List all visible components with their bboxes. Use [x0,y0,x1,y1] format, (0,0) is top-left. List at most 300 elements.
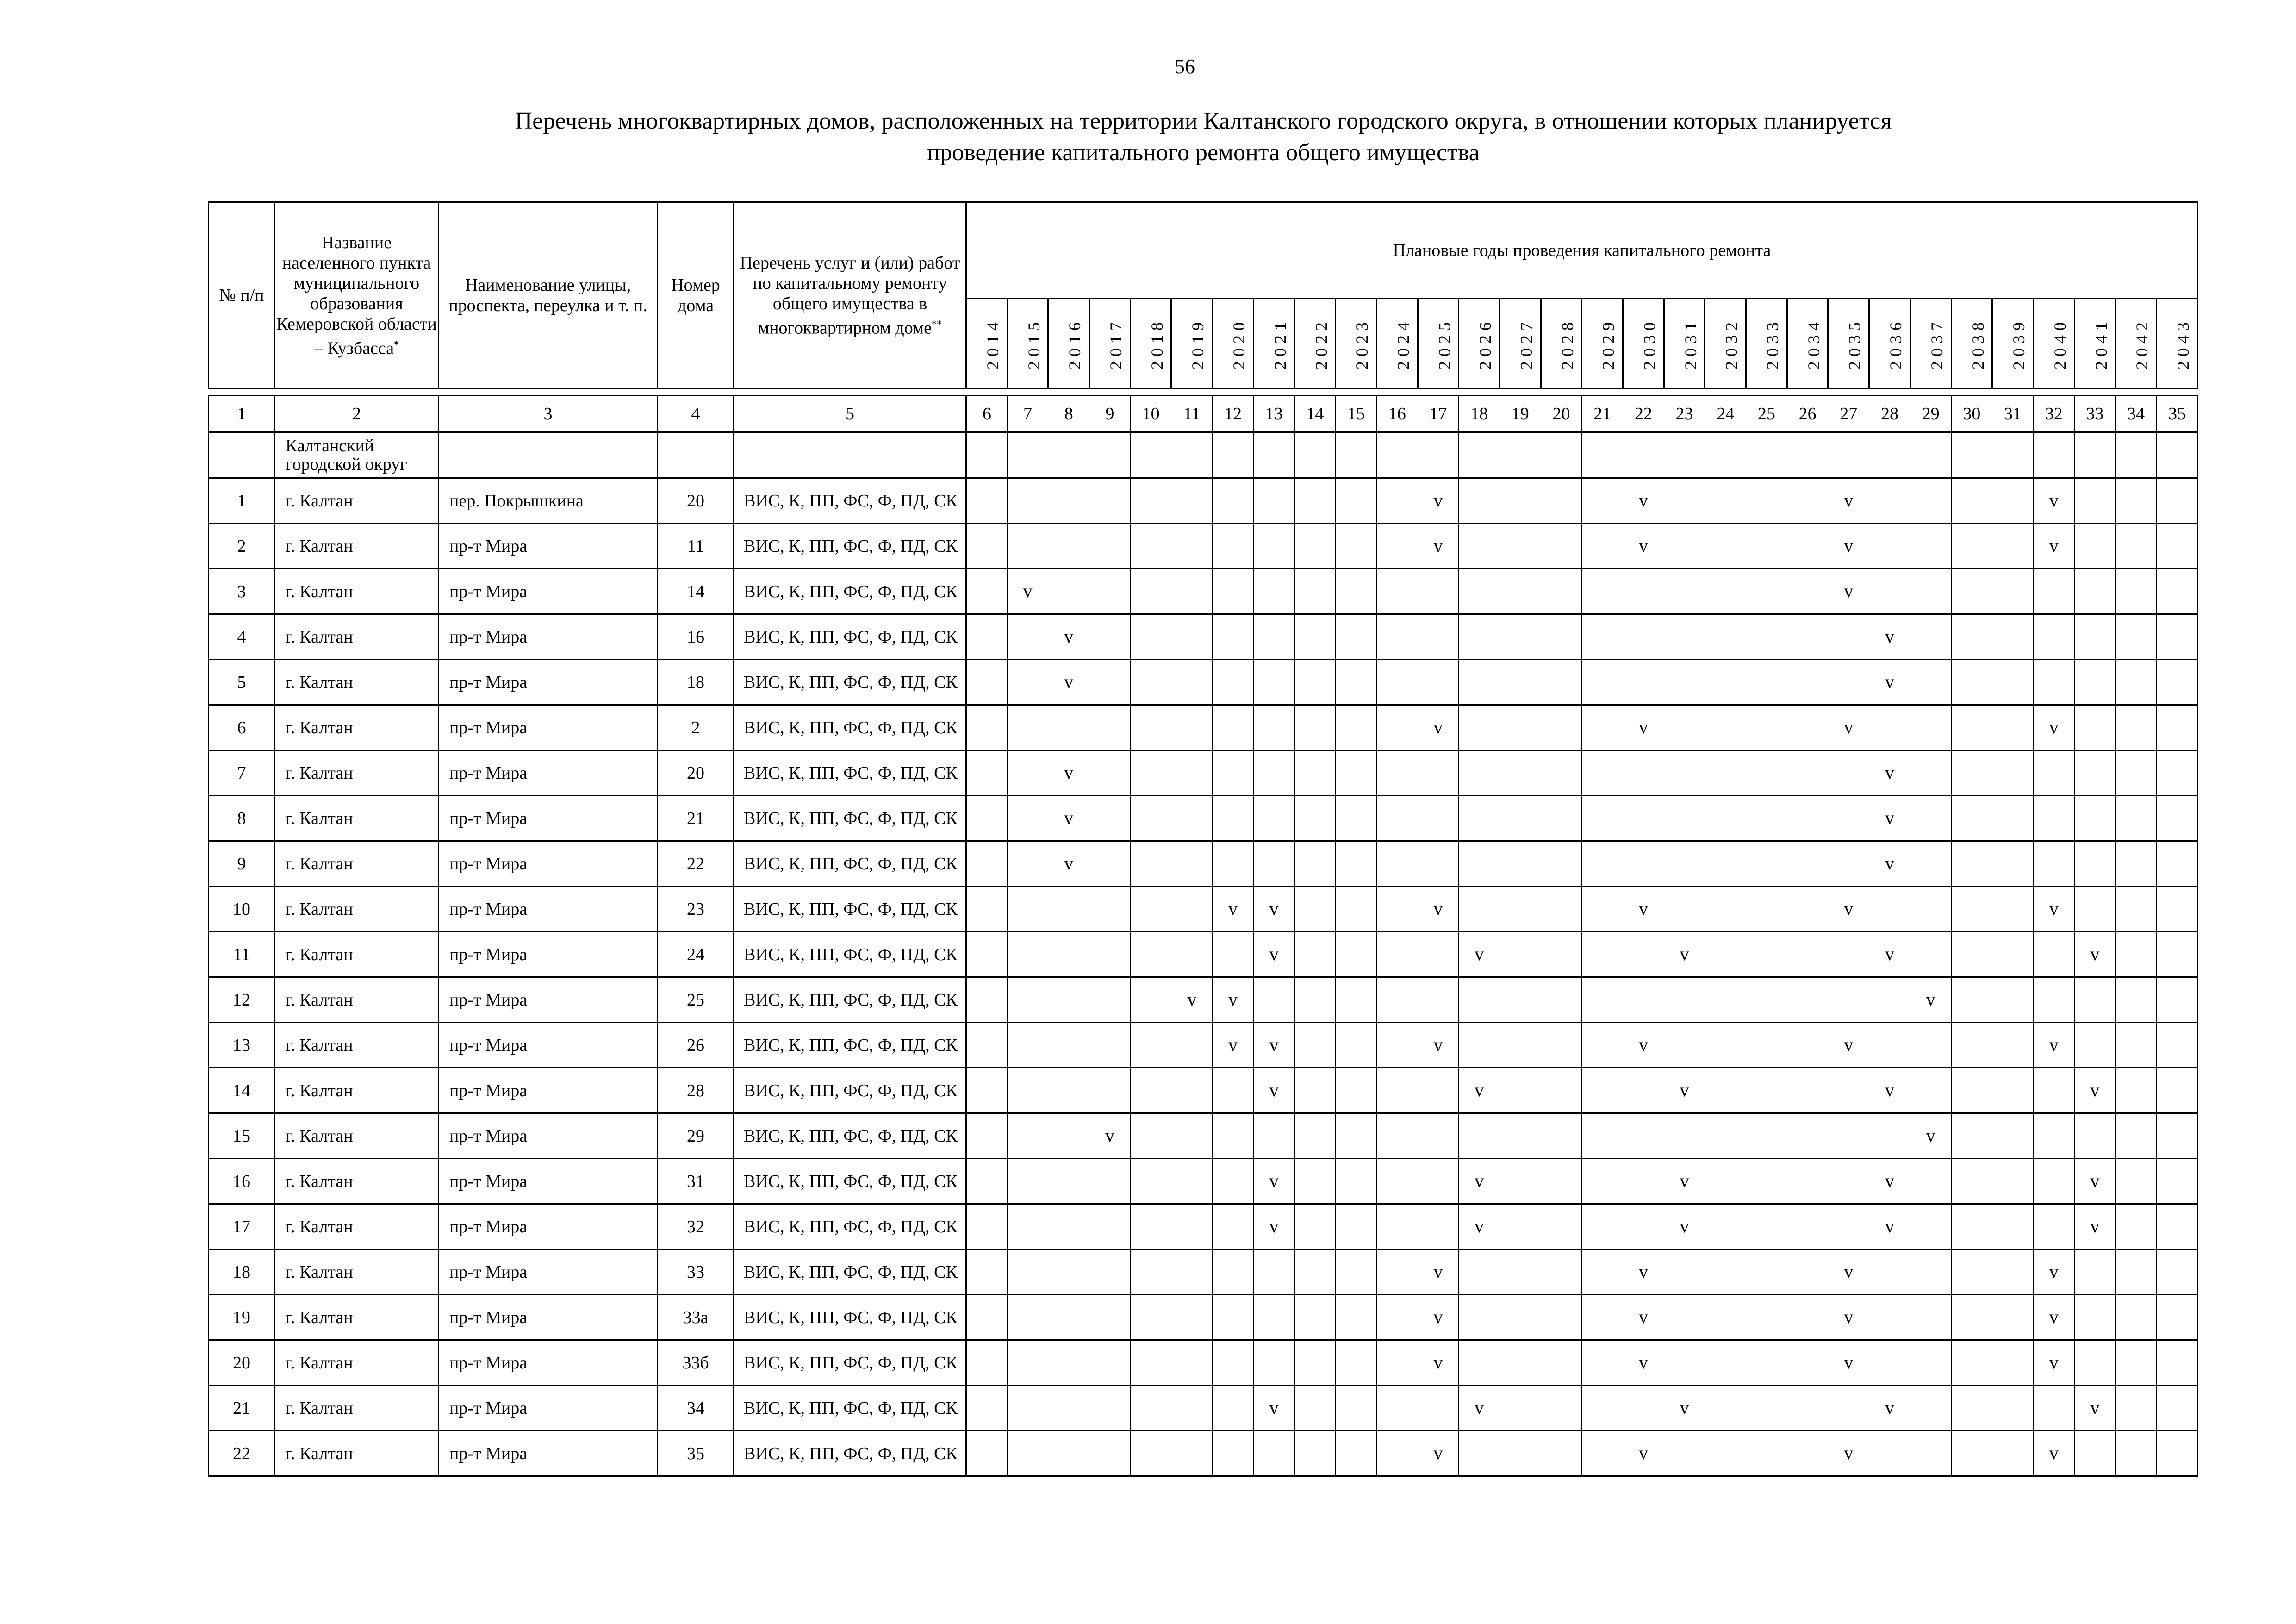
planned-year-mark [1869,660,1910,705]
empty-year-cell [1171,841,1213,887]
empty-year-cell [2156,887,2197,932]
empty-cell [1048,432,1089,478]
empty-year-cell [1500,614,1541,660]
empty-year-cell [1500,569,1541,614]
empty-year-cell [1910,750,1951,796]
empty-year-cell [1746,1159,1787,1204]
column-number: 18 [1459,396,1500,432]
empty-year-cell [1376,1386,1418,1431]
planned-year-mark [1007,569,1048,614]
empty-year-cell [1376,977,1418,1023]
empty-cell [2033,432,2074,478]
column-number: 22 [1623,396,1664,432]
empty-year-cell [1992,1159,2034,1204]
empty-year-cell [966,750,1008,796]
planned-year-mark [1869,1386,1910,1431]
check-mark-icon: v [1064,671,1074,692]
empty-year-cell [1705,932,1746,977]
empty-year-cell [1459,660,1500,705]
column-number: 2 [275,396,439,432]
check-mark-icon: v [1105,1125,1114,1146]
empty-year-cell [1500,1431,1541,1476]
empty-year-cell [1869,478,1910,524]
check-mark-icon: v [1680,1216,1689,1237]
empty-year-cell [2074,569,2116,614]
check-mark-icon: v [1269,1080,1279,1100]
header-works-text: Перечень услуг и (или) работ по капитальному ремонту общего имущества в многоквартирном доме [740,253,960,338]
column-number: 35 [2156,396,2197,432]
empty-year-cell [2156,1113,2197,1159]
empty-year-cell [1787,796,1828,841]
empty-year-cell [1336,1023,1377,1068]
empty-year-cell [1582,1159,1623,1204]
empty-year-cell [1048,1431,1089,1476]
works-cell: ВИС, К, ПП, ФС, Ф, ПД, СК [734,614,966,660]
empty-cell [1294,432,1336,478]
check-mark-icon: v [1475,1397,1484,1418]
street-cell: пр-т Мира [439,1386,658,1431]
empty-year-cell [1541,1159,1582,1204]
check-mark-icon: v [1228,898,1238,919]
empty-year-cell [1705,796,1746,841]
empty-year-cell [1007,1113,1048,1159]
empty-year-cell [1007,750,1048,796]
empty-cell [1705,432,1746,478]
empty-year-cell [2156,660,2197,705]
empty-year-cell [1541,1295,1582,1340]
planned-year-mark [1213,1023,1254,1068]
empty-cell [1336,432,1377,478]
empty-year-cell [2116,660,2157,705]
empty-year-cell [2074,478,2116,524]
empty-year-cell [1253,1295,1294,1340]
empty-year-cell [1951,1295,1992,1340]
planned-year-mark [1828,1295,1869,1340]
house-number-cell: 24 [658,932,734,977]
settlement-cell: г. Калтан [275,1159,439,1204]
house-number-cell: 33б [658,1340,734,1386]
empty-year-cell [1951,569,1992,614]
works-cell: ВИС, К, ПП, ФС, Ф, ПД, СК [734,750,966,796]
year-header [1992,299,2034,389]
works-cell: ВИС, К, ПП, ФС, Ф, ПД, СК [734,1023,966,1068]
empty-year-cell [2156,796,2197,841]
empty-year-cell [1376,796,1418,841]
settlement-cell: г. Калтан [275,977,439,1023]
street-cell: пр-т Мира [439,1023,658,1068]
empty-year-cell [1089,660,1131,705]
empty-year-cell [1336,796,1377,841]
empty-year-cell [1623,1113,1664,1159]
empty-year-cell [1007,1023,1048,1068]
empty-year-cell [1213,1386,1254,1431]
check-mark-icon: v [2049,717,2059,737]
empty-year-cell [1992,1295,2034,1340]
empty-year-cell [1787,932,1828,977]
empty-year-cell [2156,524,2197,569]
check-mark-icon: v [1064,762,1074,783]
empty-year-cell [1376,1431,1418,1476]
year-header [2156,299,2197,389]
empty-year-cell [1089,524,1131,569]
empty-year-cell [2116,841,2157,887]
check-mark-icon: v [1638,1306,1648,1327]
empty-year-cell [2033,1386,2074,1431]
house-number-cell: 14 [658,569,734,614]
empty-year-cell [1171,1113,1213,1159]
empty-year-cell [1171,1340,1213,1386]
empty-year-cell [1418,1204,1459,1249]
house-number-cell: 35 [658,1431,734,1476]
empty-year-cell [2074,887,2116,932]
empty-cell [2116,432,2157,478]
empty-year-cell [2033,841,2074,887]
empty-year-cell [1213,478,1254,524]
table-row [209,1340,2198,1386]
empty-year-cell [1500,524,1541,569]
empty-year-cell [1418,841,1459,887]
column-number: 17 [1418,396,1459,432]
empty-year-cell [1007,1386,1048,1431]
empty-year-cell [1089,887,1131,932]
empty-year-cell [966,524,1008,569]
empty-year-cell [1951,1204,1992,1249]
year-header [1336,299,1377,389]
empty-year-cell [966,796,1008,841]
empty-year-cell [1910,1431,1951,1476]
empty-year-cell [1213,796,1254,841]
empty-year-cell [1048,1340,1089,1386]
empty-year-cell [1376,478,1418,524]
empty-year-cell [1828,1159,1869,1204]
check-mark-icon: v [1885,807,1894,828]
row-number: 1 [209,478,275,524]
empty-year-cell [1336,977,1377,1023]
planned-year-mark [1828,478,1869,524]
empty-year-cell [1664,1295,1705,1340]
empty-year-cell [1787,1113,1828,1159]
empty-year-cell [1951,750,1992,796]
street-cell: пр-т Мира [439,1340,658,1386]
column-number: 24 [1705,396,1746,432]
empty-year-cell [1459,1113,1500,1159]
check-mark-icon: v [1433,535,1443,556]
empty-cell [1500,432,1541,478]
check-mark-icon: v [1844,1034,1854,1055]
empty-year-cell [1623,977,1664,1023]
empty-year-cell [1828,660,1869,705]
empty-year-cell [1171,750,1213,796]
empty-year-cell [1294,660,1336,705]
planned-year-mark [1664,1159,1705,1204]
empty-year-cell [1705,1068,1746,1113]
planned-year-mark [1253,887,1294,932]
year-label: 2020 [1230,318,1249,369]
street-cell: пр-т Мира [439,887,658,932]
empty-year-cell [1130,524,1171,569]
table-row [209,1386,2198,1431]
check-mark-icon: v [2090,1170,2100,1191]
year-header [2074,299,2116,389]
check-mark-icon: v [1638,717,1648,737]
year-label: 2029 [1599,318,1618,369]
empty-year-cell [1376,569,1418,614]
empty-year-cell [1130,1159,1171,1204]
check-mark-icon: v [1844,1443,1854,1463]
empty-year-cell [2033,614,2074,660]
planned-year-mark [1623,478,1664,524]
empty-year-cell [1828,1386,1869,1431]
planned-year-mark [1253,1204,1294,1249]
year-header [1007,299,1048,389]
empty-year-cell [1213,1340,1254,1386]
check-mark-icon: v [2049,1306,2059,1327]
empty-year-cell [1541,1431,1582,1476]
empty-cell [1910,432,1951,478]
empty-year-cell [1171,1204,1213,1249]
planned-year-mark [1910,977,1951,1023]
empty-year-cell [1048,478,1089,524]
empty-year-cell [1828,1068,1869,1113]
empty-year-cell [1705,1340,1746,1386]
settlement-cell: г. Калтан [275,524,439,569]
empty-year-cell [1951,524,1992,569]
empty-year-cell [2156,841,2197,887]
empty-year-cell [1623,660,1664,705]
street-cell: пр-т Мира [439,660,658,705]
check-mark-icon: v [1475,1170,1484,1191]
check-mark-icon: v [1844,898,1854,919]
empty-year-cell [1541,887,1582,932]
table-row [209,1431,2198,1476]
check-mark-icon: v [2049,898,2059,919]
row-number: 20 [209,1340,275,1386]
empty-year-cell [1459,614,1500,660]
empty-year-cell [1294,1431,1336,1476]
year-label: 2018 [1147,318,1166,369]
planned-year-mark [1418,478,1459,524]
empty-year-cell [1089,1159,1131,1204]
empty-year-cell [2074,1431,2116,1476]
empty-year-cell [2074,1249,2116,1295]
empty-year-cell [1089,796,1131,841]
works-cell: ВИС, К, ПП, ФС, Ф, ПД, СК [734,796,966,841]
empty-year-cell [1992,660,2034,705]
empty-year-cell [1746,1295,1787,1340]
empty-year-cell [1171,1249,1213,1295]
empty-year-cell [1705,841,1746,887]
empty-year-cell [2116,1159,2157,1204]
empty-year-cell [1376,524,1418,569]
empty-year-cell [1992,1113,2034,1159]
empty-year-cell [1459,977,1500,1023]
empty-year-cell [1910,1386,1951,1431]
table-row [209,1204,2198,1249]
empty-year-cell [2033,1204,2074,1249]
empty-year-cell [2116,569,2157,614]
empty-year-cell [1582,977,1623,1023]
empty-year-cell [1130,1340,1171,1386]
empty-year-cell [1089,932,1131,977]
empty-cell [2156,432,2197,478]
empty-year-cell [2116,1340,2157,1386]
empty-year-cell [1541,1249,1582,1295]
planned-year-mark [1623,1249,1664,1295]
empty-year-cell [1664,887,1705,932]
empty-year-cell [1213,1249,1254,1295]
empty-year-cell [2156,1295,2197,1340]
empty-year-cell [1787,705,1828,750]
empty-year-cell [1869,1431,1910,1476]
empty-year-cell [1541,796,1582,841]
empty-year-cell [1664,524,1705,569]
empty-year-cell [966,1249,1008,1295]
empty-year-cell [1253,841,1294,887]
empty-year-cell [1623,750,1664,796]
table-row [209,1068,2198,1113]
empty-year-cell [1869,705,1910,750]
check-mark-icon: v [1638,1352,1648,1373]
empty-year-cell [2074,977,2116,1023]
empty-year-cell [2033,796,2074,841]
year-header [1253,299,1294,389]
street-cell: пр-т Мира [439,705,658,750]
empty-year-cell [1294,569,1336,614]
empty-year-cell [1089,614,1131,660]
empty-year-cell [1294,1159,1336,1204]
empty-year-cell [1130,660,1171,705]
empty-cell [209,432,275,478]
column-number: 8 [1048,396,1089,432]
year-header [1171,299,1213,389]
spacer [209,389,2198,396]
empty-year-cell [966,1068,1008,1113]
empty-year-cell [1253,660,1294,705]
street-cell: пр-т Мира [439,614,658,660]
row-number: 9 [209,841,275,887]
empty-year-cell [966,887,1008,932]
empty-year-cell [1007,1068,1048,1113]
planned-year-mark [1048,614,1089,660]
empty-year-cell [1992,1249,2034,1295]
empty-year-cell [1130,796,1171,841]
check-mark-icon: v [1638,535,1648,556]
check-mark-icon: v [1064,626,1074,647]
empty-year-cell [1664,977,1705,1023]
check-mark-icon: v [2049,1443,2059,1463]
empty-year-cell [966,705,1008,750]
table-row [209,614,2198,660]
empty-year-cell [1048,1023,1089,1068]
check-mark-icon: v [1269,943,1279,964]
row-number: 15 [209,1113,275,1159]
empty-year-cell [2074,524,2116,569]
empty-year-cell [1130,1068,1171,1113]
check-mark-icon: v [1885,853,1894,874]
planned-year-mark [1828,1340,1869,1386]
empty-year-cell [1171,1295,1213,1340]
check-mark-icon: v [1844,581,1854,601]
empty-year-cell [2074,1295,2116,1340]
empty-year-cell [1253,524,1294,569]
planned-year-mark [1459,1068,1500,1113]
check-mark-icon: v [2049,1034,2059,1055]
empty-year-cell [1951,1068,1992,1113]
table-row [209,1113,2198,1159]
empty-year-cell [1213,1431,1254,1476]
house-number-cell: 31 [658,1159,734,1204]
works-cell: ВИС, К, ПП, ФС, Ф, ПД, СК [734,841,966,887]
empty-year-cell [1213,1159,1254,1204]
empty-year-cell [2074,796,2116,841]
empty-year-cell [2156,1386,2197,1431]
empty-year-cell [1623,614,1664,660]
planned-year-mark [1869,1159,1910,1204]
house-number-cell: 23 [658,887,734,932]
empty-year-cell [1459,705,1500,750]
empty-year-cell [1007,614,1048,660]
empty-year-cell [1992,1023,2034,1068]
empty-year-cell [1992,887,2034,932]
planned-year-mark [1623,524,1664,569]
empty-year-cell [1746,569,1787,614]
empty-year-cell [2033,932,2074,977]
empty-year-cell [1336,887,1377,932]
year-header [1746,299,1787,389]
empty-year-cell [1541,660,1582,705]
year-label: 2028 [1558,318,1577,369]
empty-year-cell [1582,1431,1623,1476]
check-mark-icon: v [2090,1080,2100,1100]
check-mark-icon: v [1023,581,1033,601]
works-cell: ВИС, К, ПП, ФС, Ф, ПД, СК [734,1159,966,1204]
empty-year-cell [1746,1113,1787,1159]
empty-year-cell [1623,1204,1664,1249]
empty-year-cell [1459,1249,1500,1295]
empty-year-cell [1664,750,1705,796]
empty-cell [1130,432,1171,478]
empty-year-cell [1582,932,1623,977]
empty-year-cell [1253,1340,1294,1386]
year-header [1500,299,1541,389]
empty-year-cell [966,1204,1008,1249]
empty-year-cell [2074,750,2116,796]
empty-year-cell [1007,1431,1048,1476]
works-cell: ВИС, К, ПП, ФС, Ф, ПД, СК [734,1340,966,1386]
empty-year-cell [2074,1023,2116,1068]
empty-year-cell [1910,569,1951,614]
street-cell: пр-т Мира [439,1204,658,1249]
empty-year-cell [1787,1023,1828,1068]
year-header [1130,299,1171,389]
empty-year-cell [1664,796,1705,841]
empty-year-cell [1418,977,1459,1023]
empty-year-cell [1910,660,1951,705]
empty-cell [1171,432,1213,478]
house-number-cell: 28 [658,1068,734,1113]
year-label: 2026 [1476,318,1495,369]
planned-year-mark [1213,887,1254,932]
planned-year-mark [1828,524,1869,569]
empty-year-cell [1130,1431,1171,1476]
column-number: 26 [1787,396,1828,432]
empty-year-cell [1418,932,1459,977]
page-number: 56 [1175,55,1195,78]
empty-year-cell [1089,1023,1131,1068]
empty-year-cell [1253,977,1294,1023]
planned-year-mark [1418,1340,1459,1386]
empty-year-cell [1213,750,1254,796]
